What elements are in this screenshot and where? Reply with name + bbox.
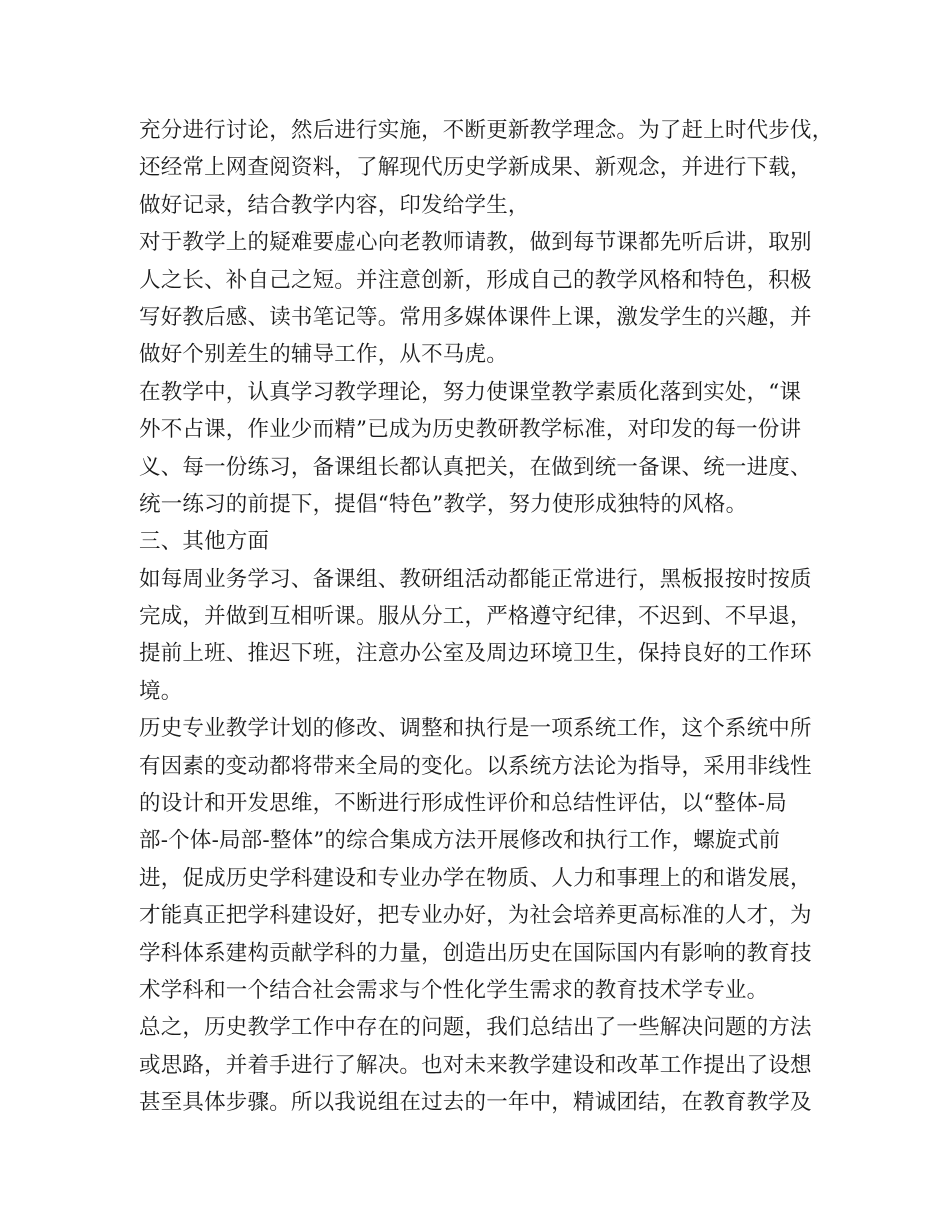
text-line: 提前上班、推迟下班，注意办公室及周边环境卫生，保持良好的工作环 <box>139 641 812 667</box>
text-line: 历史专业教学计划的修改、调整和执行是一项系统工作，这个系统中所 <box>139 716 812 742</box>
text-line: 还经常上网查阅资料，了解现代历史学新成果、新观念，并进行下载， <box>139 155 812 181</box>
text-line: 境。 <box>139 678 183 704</box>
text-line: 做好记录，结合教学内容，印发给学生， <box>139 192 530 218</box>
text-line: 或思路，并着手进行了解决。也对未来教学建设和改革工作提出了设想 <box>139 1052 812 1078</box>
text-line: 统一练习的前提下，提倡“特色”教学，努力使形成独特的风格。 <box>139 491 748 517</box>
text-line: 对于教学上的疑难要虚心向老教师请教，做到每节课都先听后讲，取别 <box>139 230 812 256</box>
document-body <box>139 112 834 1122</box>
text-line: 完成，并做到互相听课。服从分工，严格遵守纪律，不迟到、不早退， <box>139 604 812 630</box>
text-line: 甚至具体步骤。所以我说组在过去的一年中，精诚团结，在教育教学及 <box>139 1090 812 1116</box>
text-line: 才能真正把学科建设好，把专业办好，为社会培养更高标准的人才，为 <box>139 903 812 929</box>
text-line: 外不占课，作业少而精”已成为历史教研教学标准，对印发的每一份讲 <box>139 417 802 443</box>
section-heading: 三、其他方面 <box>139 529 270 555</box>
text-line: 充分进行讨论，然后进行实施，不断更新教学理念。为了赶上时代步伐， <box>139 118 834 143</box>
text-line: 有因素的变动都将带来全局的变化。以系统方法论为指导，采用非线性 <box>139 753 812 779</box>
text-line: 人之长、补自己之短。并注意创新，形成自己的教学风格和特色，积极 <box>139 267 812 293</box>
text-line: 进，促成历史学科建设和专业办学在物质、人力和事理上的和谐发展， <box>139 865 812 891</box>
text-line: 做好个别差生的辅导工作，从不马虎。 <box>139 342 508 368</box>
text-line: 术学科和一个结合社会需求与个性化学生需求的教育技术学专业。 <box>139 977 769 1003</box>
text-line: 总之，历史教学工作中存在的问题，我们总结出了一些解决问题的方法 <box>139 1015 812 1041</box>
text-line: 的设计和开发思维，不断进行形成性评价和总结性评估，以“整体-局 <box>139 791 787 817</box>
text-line: 在教学中，认真学习教学理论，努力使课堂教学素质化落到实处，“课 <box>139 379 802 405</box>
text-line: 如每周业务学习、备课组、教研组活动都能正常进行，黑板报按时按质 <box>139 566 812 592</box>
text-line: 写好教后感、读书笔记等。常用多媒体课件上课，激发学生的兴趣，并 <box>139 304 812 330</box>
text-line: 学科体系建构贡献学科的力量，创造出历史在国际国内有影响的教育技 <box>139 940 812 966</box>
text-line: 部-个体-局部-整体”的综合集成方法开展修改和执行工作，螺旋式前 <box>139 828 781 854</box>
text-line: 义、每一份练习，备课组长都认真把关，在做到统一备课、统一进度、 <box>139 454 812 480</box>
